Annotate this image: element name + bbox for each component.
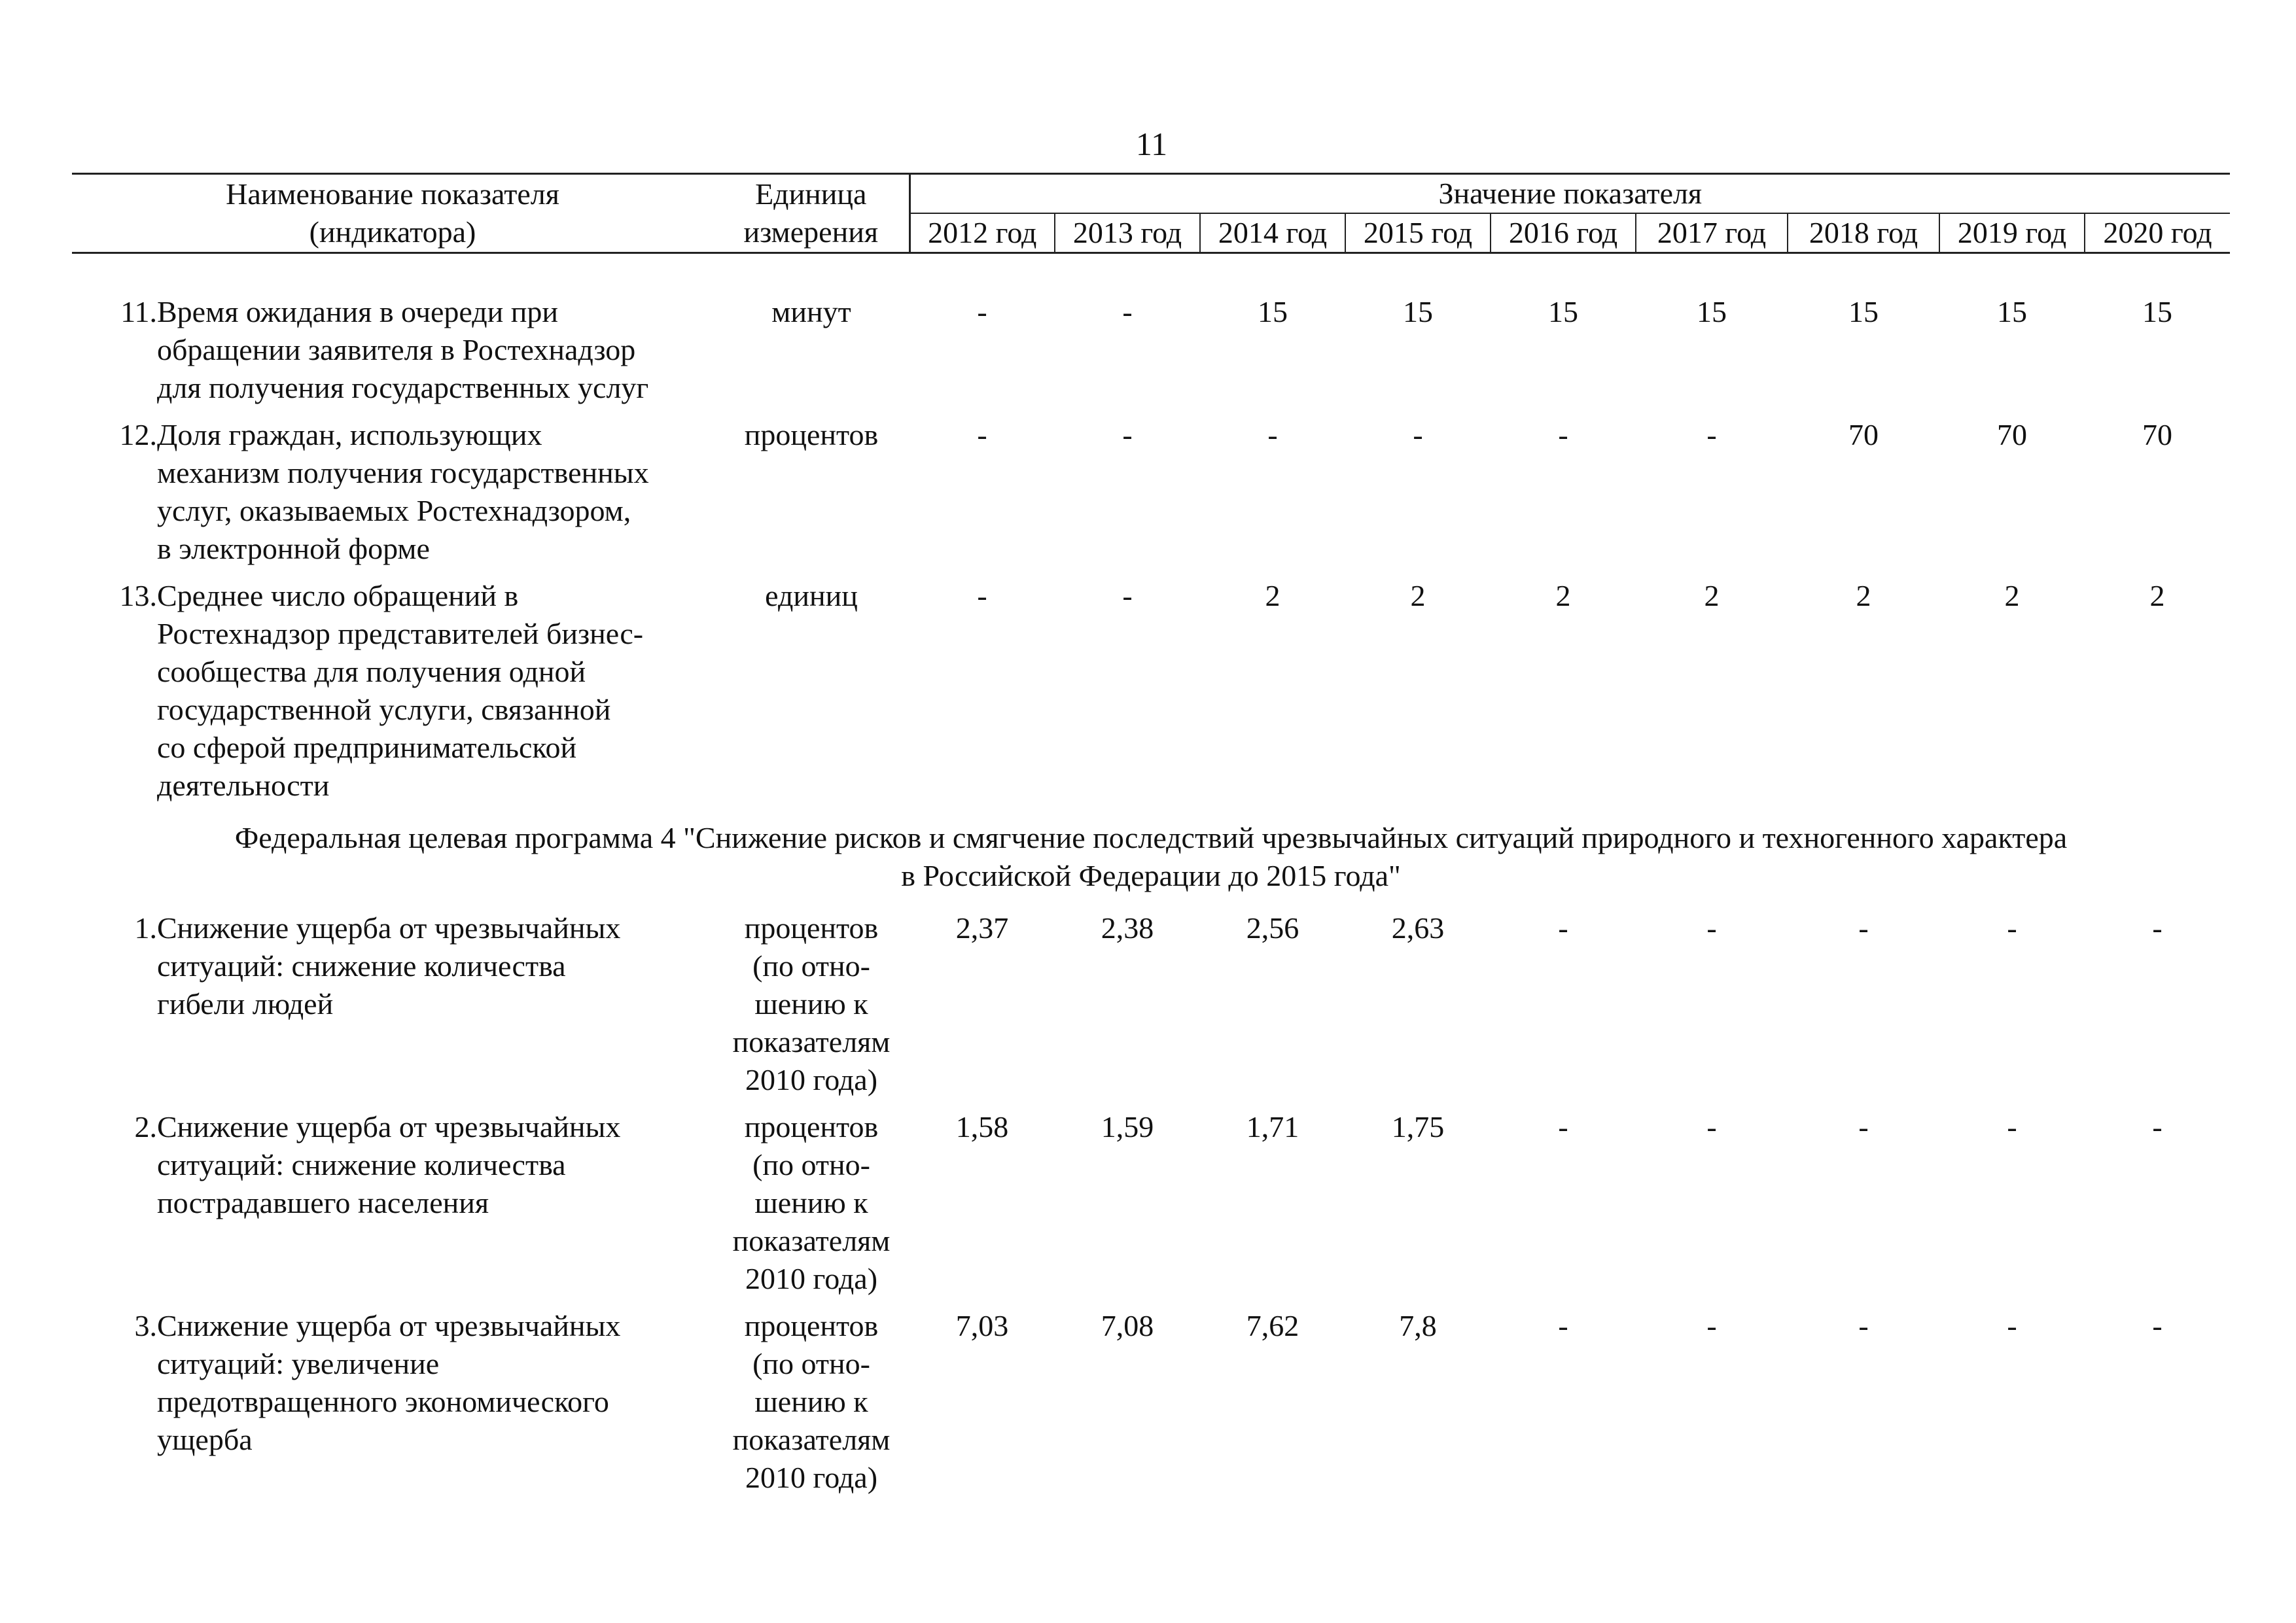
row-number: 3.	[134, 1309, 157, 1342]
indicator-name: Доля граждан, использующих механизм получения государственных услуг, оказываемых Ростехнадзором, в электронной форме	[157, 418, 649, 565]
value-cell: 15	[1997, 295, 2028, 328]
header-name-col: Наименование показателя (индикатора)	[72, 174, 713, 253]
header-year: 2012 год	[910, 213, 1055, 253]
value-cell: 15	[1548, 295, 1579, 328]
value-cell: -	[1558, 418, 1568, 451]
value-cell: -	[2152, 1309, 2163, 1342]
table-row	[72, 293, 2230, 416]
value-cell: 7,03	[955, 1309, 1009, 1342]
value-cell: -	[2007, 911, 2017, 945]
value-cell: -	[1413, 418, 1423, 451]
indicator-name: Среднее число обращений в Ростехнадзор представителей бизнес- сообщества для получения одной государственной услуги, связанной со сферой предпринимательской деятельности	[157, 579, 644, 802]
value-cell: 70	[1997, 418, 2028, 451]
header-year: 2016 год	[1491, 213, 1636, 253]
header-year: 2013 год	[1055, 213, 1200, 253]
value-cell: -	[1706, 1309, 1717, 1342]
indicator-unit: процентов (по отно- шению к показателям 2010 года)	[732, 1110, 891, 1295]
table-row	[72, 416, 2230, 577]
value-cell: 1,59	[1101, 1110, 1154, 1143]
table-row	[72, 1307, 2230, 1506]
row-number: 1.	[134, 911, 157, 945]
header-values-col: Значение показателя	[910, 174, 2230, 214]
value-cell: -	[1858, 1110, 1869, 1143]
value-cell: -	[2007, 1110, 2017, 1143]
indicator-name: Снижение ущерба от чрезвычайных ситуаций: снижение количества гибели людей	[157, 911, 621, 1021]
value-cell: 7,08	[1101, 1309, 1154, 1342]
indicator-name: Снижение ущерба от чрезвычайных ситуаций: увеличение предотвращенного экономического ущерба	[157, 1309, 621, 1456]
header-unit-col: Единица измерения	[713, 174, 910, 253]
row-number: 2.	[134, 1110, 157, 1143]
value-cell: 70	[1848, 418, 1879, 451]
page-number: 11	[1135, 126, 1168, 162]
value-cell: 2	[1555, 579, 1571, 612]
indicator-unit: процентов (по отно- шению к показателям 2010 года)	[732, 1309, 891, 1494]
value-cell: 1,58	[955, 1110, 1009, 1143]
value-cell: -	[1267, 418, 1278, 451]
value-cell: 2	[1856, 579, 1871, 612]
value-cell: -	[1558, 1309, 1568, 1342]
value-cell: -	[2152, 1110, 2163, 1143]
header-year: 2018 год	[1788, 213, 1939, 253]
value-cell: -	[1858, 911, 1869, 945]
value-cell: 2	[2149, 579, 2165, 612]
value-cell: -	[1122, 579, 1133, 612]
value-cell: -	[1706, 911, 1717, 945]
value-cell: 2,63	[1391, 911, 1445, 945]
row-number: 11.	[120, 295, 157, 328]
indicator-unit: процентов	[744, 418, 879, 451]
value-cell: 70	[2142, 418, 2173, 451]
header-year: 2017 год	[1636, 213, 1788, 253]
value-cell: 1,71	[1246, 1110, 1299, 1143]
table-row	[72, 577, 2230, 814]
section-title: Федеральная целевая программа 4 "Снижение рисков и смягчение последствий чрезвычайных ситуаций природного и техногенного характера в Российской Федерации до 2015 года"	[234, 821, 2068, 892]
table-row	[72, 1108, 2230, 1307]
value-cell: 2	[2004, 579, 2020, 612]
value-cell: -	[1706, 418, 1717, 451]
indicator-unit: единиц	[765, 579, 858, 612]
header-year: 2019 год	[1939, 213, 2085, 253]
indicator-unit: процентов (по отно- шению к показателям 2010 года)	[732, 911, 891, 1096]
indicators-table	[72, 173, 2230, 1506]
section-row	[72, 814, 2230, 909]
value-cell: 2,38	[1101, 911, 1154, 945]
row-number: 13.	[119, 579, 157, 612]
value-cell: 2	[1704, 579, 1720, 612]
value-cell: 15	[1697, 295, 1727, 328]
value-cell: -	[1558, 1110, 1568, 1143]
header-year: 2015 год	[1345, 213, 1491, 253]
value-cell: 15	[1258, 295, 1288, 328]
value-cell: -	[1706, 1110, 1717, 1143]
value-cell: 15	[1403, 295, 1434, 328]
value-cell: 2,56	[1246, 911, 1299, 945]
value-cell: 15	[1848, 295, 1879, 328]
value-cell: -	[1558, 911, 1568, 945]
indicator-name: Снижение ущерба от чрезвычайных ситуаций: снижение количества пострадавшего населения	[157, 1110, 621, 1219]
row-number: 12.	[119, 418, 157, 451]
value-cell: 2,37	[955, 911, 1009, 945]
value-cell: -	[1122, 295, 1133, 328]
value-cell: 2	[1265, 579, 1280, 612]
value-cell: 2	[1410, 579, 1426, 612]
value-cell: 7,8	[1399, 1309, 1437, 1342]
value-cell: -	[977, 418, 987, 451]
value-cell: 7,62	[1246, 1309, 1299, 1342]
value-cell: -	[2152, 911, 2163, 945]
value-cell: -	[977, 579, 987, 612]
header-year: 2020 год	[2085, 213, 2230, 253]
value-cell: -	[2007, 1309, 2017, 1342]
value-cell: -	[1858, 1309, 1869, 1342]
value-cell: -	[1122, 418, 1133, 451]
header-year: 2014 год	[1200, 213, 1345, 253]
value-cell: 1,75	[1391, 1110, 1445, 1143]
table-row	[72, 909, 2230, 1108]
value-cell: -	[977, 295, 987, 328]
value-cell: 15	[2142, 295, 2173, 328]
indicator-unit: минут	[771, 295, 851, 328]
indicator-name: Время ожидания в очереди при обращении заявителя в Ростехнадзор для получения государственных услуг	[157, 295, 649, 404]
